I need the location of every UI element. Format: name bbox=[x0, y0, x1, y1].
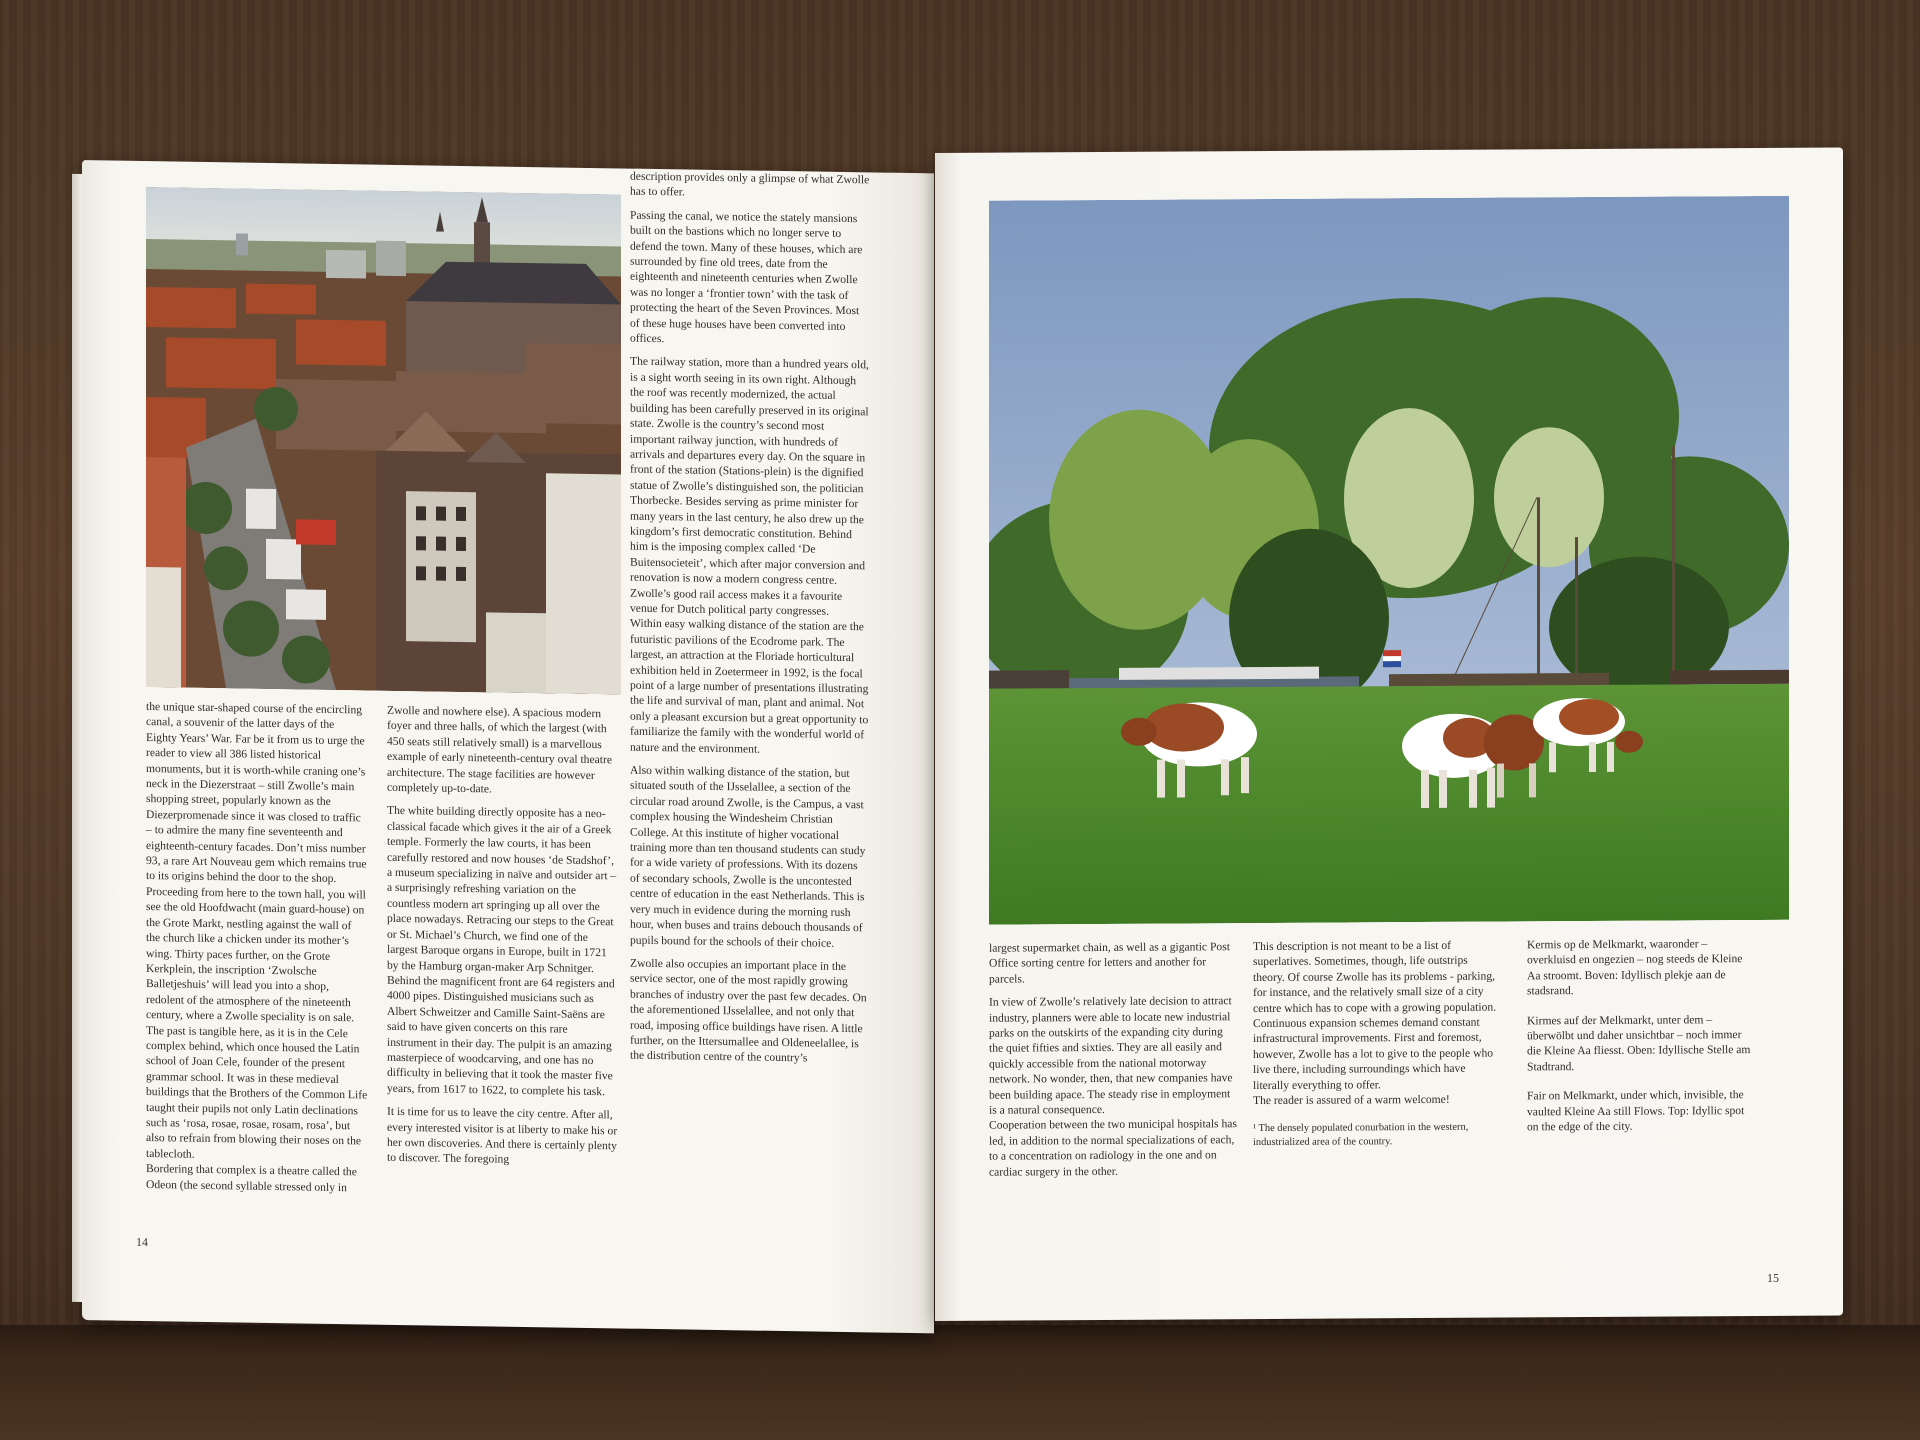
paragraph: Proceeding from here to the town hall, you will see the old Hoofdwacht (main guard-house) on the Grote Markt, nestling against the wall of the church like a chicken under its mother’s wing. Thirty paces further, on the Grote Kerkplein, the inscription ‘Zwolsche Balletjeshuis’ will lead you into a shop, redolent of the atmosphere of the nineteenth century, where a Zwolle speciality is on sale. The past is tangible here, as it is in the Cele complex behind, which once housed the Latin school of Joan Cele, founder of the present grammar school. It was in these medieval buildings that the Brothers of the Common Life taught their pupils not only Latin declinations such as ‘rosa, rosae, rosae, rosam, rosa’, but also to refrain from blowing their noses on the tablecloth. bbox=[146, 884, 368, 1161]
paragraph: Also within walking distance of the station, but situated south of the IJsselallee, a section of the circular road around Zwolle, is the Campus, a vast complex housing the Windesheim Christian College. At this institute of higher vocational training more than ten thousand students can study for a wide variety of professions. With its dozens of secondary schools, Zwolle is the uncontested centre of education in the east Netherlands. This is very much in evidence during the morning rush hour, when buses and trains debouch thousands of pupils bound for the schools of their choice. bbox=[630, 763, 866, 950]
paragraph: Zwolle also occupies an important place in the service sector, one of the most rapidly growing branches of industry over the past few decades. On the aforementioned IJsselallee, and not only that road, imposing office buildings have risen. A little further, on the Ittersumallee and Oldeneelallee, is the distribution centre of the country’s bbox=[630, 956, 867, 1065]
right-page bbox=[935, 147, 1843, 1321]
page-number: 15 bbox=[1767, 1270, 1779, 1285]
paragraph: Cooperation between the two municipal hospitals has led, in addition to the normal specializations of each, to a concentration on radiology in the one and on cardiac surgery in the other. bbox=[989, 1117, 1237, 1179]
paragraph: description provides only a glimpse of what Zwolle has to offer. bbox=[630, 169, 870, 199]
page-number: 14 bbox=[136, 1234, 148, 1250]
footnote: ¹ The densely populated conurbation in the western, industrialized area of the country. bbox=[1253, 1122, 1469, 1149]
paragraph: Bordering that complex is a theatre called the Odeon (the second syllable stressed only in bbox=[146, 1162, 357, 1194]
paragraph: Passing the canal, we notice the stately mansions built on the bastions which no longer serve to defend the town. Many of these houses, which are surrounded by fine old trees, date from the eighteenth and nineteenth centuries when Zwolle was no longer a ‘frontier town’ with the task of protecting the heart of the Seven Provinces. Most of these huge houses have been converted into offices. bbox=[630, 208, 863, 346]
paragraph: It is time for us to leave the city centre. After all, every interested visitor is at liberty to make his or her own discoveries. And there is certainly plenty to discover. The foregoing bbox=[387, 1104, 618, 1167]
paragraph: the unique star-shaped course of the encircling canal, a souvenir of the latter days of the Eighty Years’ War. Far be it from us to urge the reader to view all 386 listed historical monuments, but it is worth-while craning one’s neck in the Diezerstraat – still Zwolle’s main shopping street, popularly known as the Diezerpromenade since it was closed to traffic – to admire the many fine seventeenth and eighteenth-century facades. Don’t miss number 93, a rare Art Nouveau gem which remains true to its origins behind the door to the shop. bbox=[146, 700, 367, 886]
paragraph: largest supermarket chain, as well as a gigantic Post Office sorting centre for letters and another for parcels. bbox=[989, 940, 1230, 986]
table-edge bbox=[0, 1325, 1920, 1440]
paragraph: Zwolle and nowhere else). A spacious modern foyer and three halls, of which the largest (with 450 seats still relatively small) is a marvellous example of early nineteenth-century oval theatre architecture. The stage facilities are however completely up-to-date. bbox=[387, 703, 613, 796]
paragraph: This description is not meant to be a list of superlatives. Sometimes, though, life outstrips theory. Of course Zwolle has its problems - parking, for instance, and the relatively small size of a city centre which has to cope with a growing population. Continuous expansion schemes demand constant infrastructural improvements. First and foremost, however, Zwolle has a lot to give to the people who live there, including surroundings which have literally everything to offer. bbox=[1253, 938, 1497, 1092]
caption-dutch: Kermis op de Melkmarkt, waaronder – overkluisd en ongezien – nog steeds de Kleine Aa stroomt. Boven: Idyllisch plekje aan de stadsrand. bbox=[1527, 937, 1743, 998]
paragraph: The railway station, more than a hundred years old, is a sight worth seeing in its own right. Although the roof was recently modernized, the actual building has been carefully preserved in its original state. Zwolle is the country’s second most important railway junction, with hundreds of arrivals and departures every day. On the square in front of the station (Stations-plein) is the dignified statue of Zwolle’s distinguished son, the politician Thorbecke. Besides serving as prime minister for many years in the last century, he also drew up the kingdom’s first democratic constitution. Behind him is the imposing complex called ‘De Buitensocieteit’, which after major conversion and renovation is now a modern congress centre. Zwolle’s good rail access makes it a favourite venue for Dutch political party congresses. bbox=[630, 355, 869, 618]
right-column-1 bbox=[989, 939, 1239, 1188]
left-page bbox=[82, 160, 934, 1333]
paragraph: The reader is assured of a warm welcome! bbox=[1253, 1092, 1450, 1108]
left-top-column bbox=[630, 169, 870, 1076]
photo-captions bbox=[1527, 936, 1757, 1149]
city-aerial-photo bbox=[146, 187, 621, 694]
paragraph: The white building directly opposite has a neo-classical facade which gives it the air of a Greek temple. Formerly the law courts, it has been carefully restored and now houses ‘de Stadshof’, a museum specializing in naïve and outsider art – a surprisingly refreshing variation on the countless modern art springing up all over the place nowadays. Retracing our steps to the Great or St. Michael’s Church, we find one of the largest Baroque organs in Europe, built in 1721 by the Hamburg organ-maker Arp Schnitger. Behind the magnificent front are 64 registers and 4000 pipes. Distinguished musicians such as Albert Schweitzer and Camille Saint-Saëns are said to have given concerts on this rare instrument in their day. The pulpit is an amazing masterpiece of woodcarving, and one has no difficulty in believing that it took the master five years, from 1617 to 1622, to complete his task. bbox=[387, 804, 617, 1098]
caption-german: Kirmes auf der Melkmarkt, unter dem – überwölbt und daher unsichtbar – noch immer die Kleine Aa fliesst. Oben: Idyllische Stelle am Stadtrand. bbox=[1527, 1012, 1751, 1074]
left-column-2 bbox=[387, 703, 619, 1177]
paragraph: In view of Zwolle’s relatively late decision to attract industry, planners were able to locate new industrial parks on the outskirts of the expanding city during the quiet fifties and sixties. They are all easily and quickly accessible from the national motorway network. No wonder, then, that new companies have been building apace. The steady rise in employment is a natural consequence. bbox=[989, 994, 1233, 1117]
meadow-cows-photo bbox=[989, 196, 1789, 925]
paragraph: Within easy walking distance of the station are the futuristic pavilions of the Ecodrome park. The largest, an attraction at the Floriade horticultural exhibition held in Zoetermeer in 1992, is the focal point of a large number of presentations illustrating the life and survival of man, plant and animal. Not only a pleasant excursion but a great opportunity to familiarize the family with the wonderful world of nature and the environment. bbox=[630, 616, 869, 756]
caption-english: Fair on Melkmarkt, under which, invisible, the vaulted Kleine Aa still Flows. Top: Idyllic spot on the edge of the city. bbox=[1527, 1088, 1745, 1134]
right-column-2 bbox=[1253, 938, 1497, 1159]
left-column-1 bbox=[146, 699, 368, 1203]
